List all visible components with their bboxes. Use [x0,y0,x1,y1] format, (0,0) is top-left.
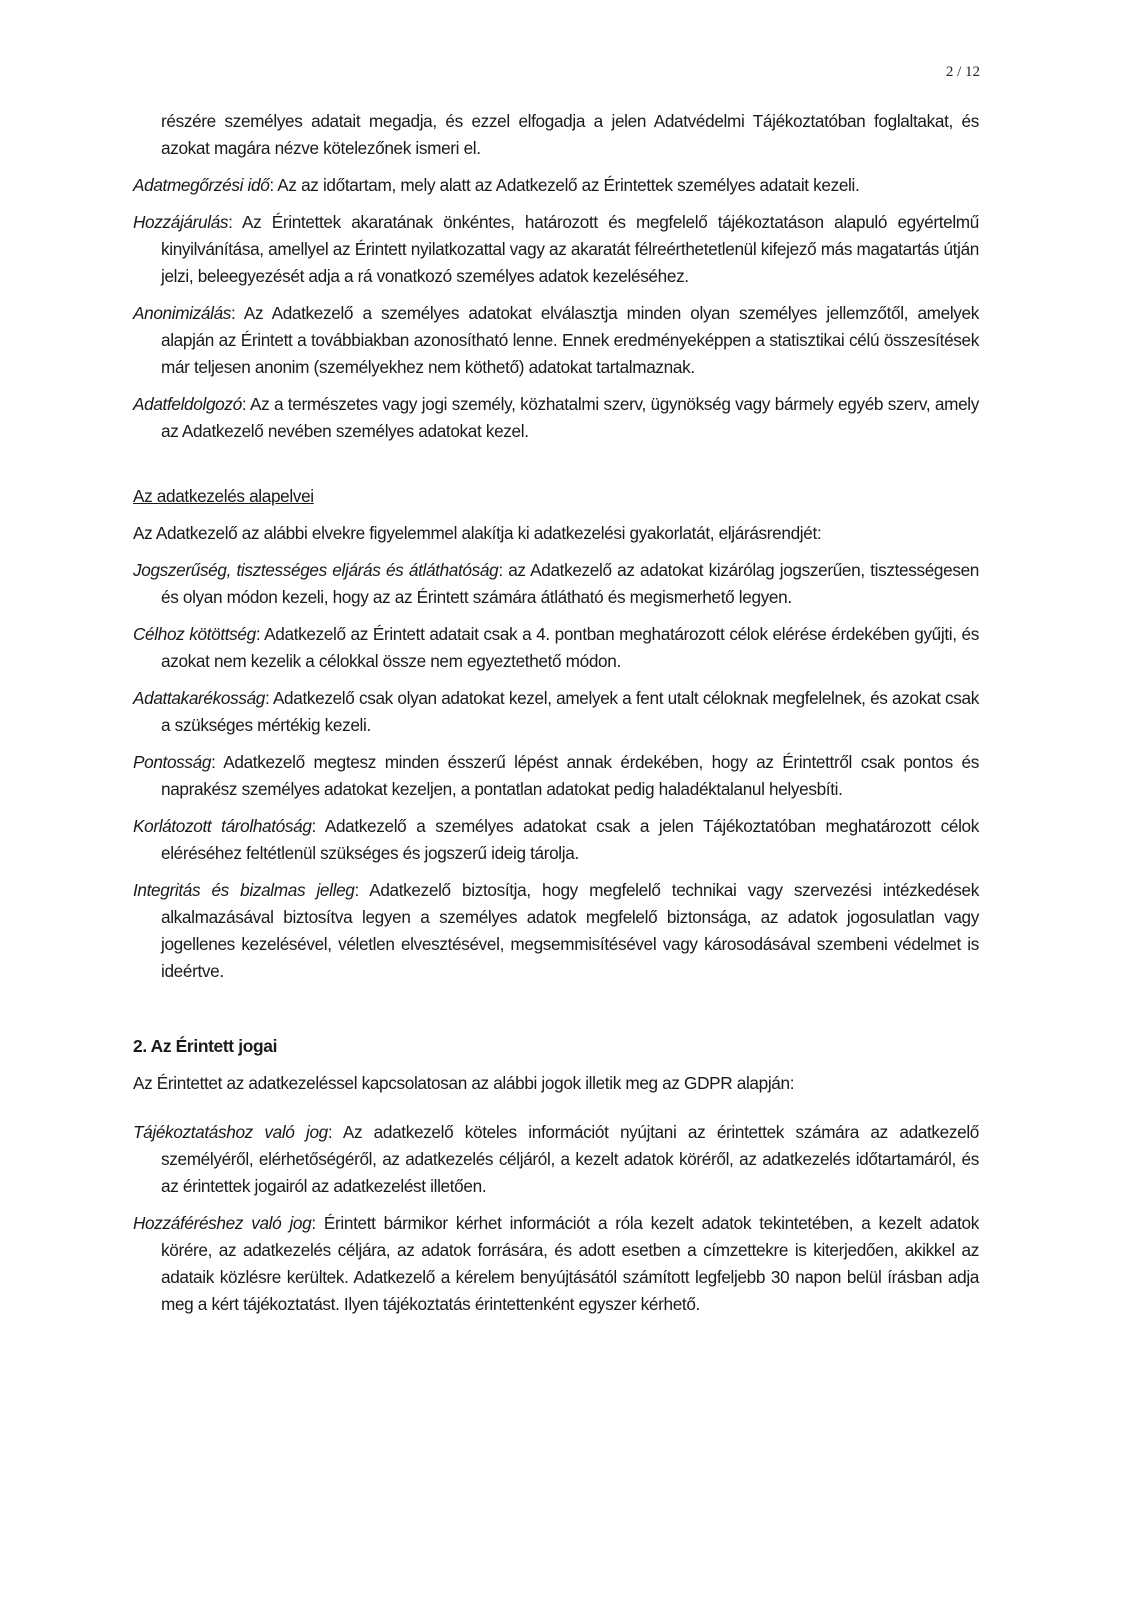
definition-term: Anonimizálás [133,303,232,323]
principle-lawfulness [133,557,979,611]
principle-data-minimisation [133,685,979,739]
principle-storage-limitation [133,813,979,867]
page-number: 2 / 12 [945,64,980,80]
intro-continuation: részére személyes adatait megadja, és ezzel elfogadja a jelen Adatvédelmi Tájékoztatóban foglaltakat, és azokat magára nézve kötelezőnek ismeri el. [161,111,979,158]
definition-text: : Az Érintettek akaratának önkéntes, határozott és megfelelő tájékoztatáson alapuló egyértelmű kinyilvánítása, amellyel az Érintett nyilatkozattal vagy az akaratát félreérthetetlenül kifejező más magatartás útján jelzi, beleegyezését adja a rá vonatkozó személyes adatok kezeléséhez. [161,212,979,286]
definition-term: Adatmegőrzési idő [133,175,270,195]
right-text: : Az adatkezelő köteles információt nyújtani az érintettek számára az adatkezelő személyéről, elérhetőségéről, az adatkezelés céljáról, a kezelt adatok köréről, az adatkezelés időtartamáról, és az érintettek jogairól az adatkezelést illetően. [161,1122,979,1196]
principle-term: Korlátozott tárolhatóság [133,816,312,836]
right-of-access [133,1210,979,1318]
principles-intro: Az Adatkezelő az alábbi elvekre figyelemmel alakítja ki adatkezelési gyakorlatát, eljárásrendjét: [133,523,822,543]
definition-anonymization [133,300,979,381]
principle-term: Integritás és bizalmas jelleg [133,880,355,900]
definition-retention-period [133,172,979,199]
document-body [133,108,979,1328]
principle-term: Célhoz kötöttség [133,624,256,644]
right-to-information [133,1119,979,1200]
definition-text: : Az Adatkezelő a személyes adatokat elválasztja minden olyan személyes jellemzőtől, amelyek alapján az Érintett a továbbiakban azonosítható lenne. Ennek eredményeképpen a statisztikai célú összesítések már teljesen anonim (személyekhez nem köthető) adatokat tartalmaznak. [161,303,979,377]
definition-text: : Az az időtartam, mely alatt az Adatkezelő az Érintettek személyes adatait kezeli. [269,175,860,195]
right-term: Hozzáféréshez való jog [133,1213,312,1233]
right-term: Tájékoztatáshoz való jog [133,1122,328,1142]
section-heading-rights: 2. Az Érintett jogai [133,1036,278,1056]
principle-accuracy [133,749,979,803]
spacer [133,1107,979,1119]
principle-text: : Adatkezelő megtesz minden ésszerű lépést annak érdekében, hogy az Érintettről csak pontos és naprakész személyes adatokat kezeljen, a pontatlan adatokat pedig haladéktalanul helyesbíti. [161,752,979,799]
principle-text: : Adatkezelő az Érintett adatait csak a 4. pontban meghatározott célok elérése érdekében gyűjti, és azokat nem kezelik a célokkal össze nem egyeztethető módon. [161,624,979,671]
right-text: : Érintett bármikor kérhet információt a róla kezelt adatok tekintetében, a kezelt adatok körére, az adatkezelés céljára, az adatok forrására, és adott esetben a címzettekre is kiterjedően, akikkel az adataik közlésre kerültek. Adatkezelő a kérelem benyújtásától számított legfeljebb 30 napon belül írásban adja meg a kért tájékoztatást. Ilyen tájékoztatás érintettenként egyszer kérhető. [161,1213,979,1314]
definition-processor [133,391,979,445]
definition-text: : Az a természetes vagy jogi személy, közhatalmi szerv, ügynökség vagy bármely egyéb szerv, amely az Adatkezelő nevében személyes adatokat kezel. [161,394,979,441]
definition-term: Adatfeldolgozó [133,394,242,414]
principle-integrity-confidentiality [133,877,979,985]
principle-term: Jogszerűség, tisztességes eljárás és átláthatóság [133,560,499,580]
rights-intro: Az Érintettet az adatkezeléssel kapcsolatosan az alábbi jogok illetik meg az GDPR alapján: [133,1073,795,1093]
definition-consent [133,209,979,290]
principle-purpose-limitation [133,621,979,675]
principle-term: Pontosság [133,752,212,772]
definition-term: Hozzájárulás [133,212,229,232]
principle-term: Adattakarékosság [133,688,265,708]
principle-text: : az Adatkezelő az adatokat kizárólag jogszerűen, tisztességesen és olyan módon kezeli, hogy az az Érintett számára átlátható és megismerhető legyen. [161,560,979,607]
principle-text: : Adatkezelő a személyes adatokat csak a jelen Tájékoztatóban meghatározott célok eléréséhez feltétlenül szükséges és jogszerű ideig tárolja. [161,816,979,863]
section-heading-principles: Az adatkezelés alapelvei [133,486,314,506]
principle-text: : Adatkezelő biztosítja, hogy megfelelő technikai vagy szervezési intézkedések alkalmazásával biztosítva legyen a személyes adatok megfelelő biztonsága, az adatok jogosulatlan vagy jogellenes kezelésével, véletlen elvesztésével, megsemmisítésével vagy károsodásával szembeni védelmet is ideértve. [161,880,979,981]
principle-text: : Adatkezelő csak olyan adatokat kezel, amelyek a fent utalt céloknak megfelelnek, és azokat csak a szükséges mértékig kezeli. [161,688,979,735]
